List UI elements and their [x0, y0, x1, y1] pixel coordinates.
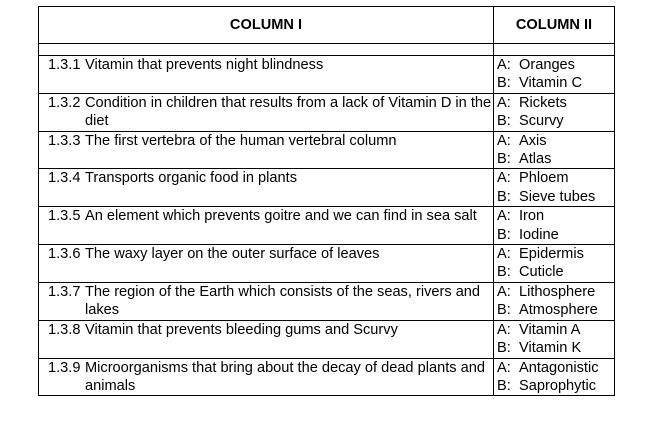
options-cell: [494, 282, 615, 320]
option-a-letter: A:: [497, 94, 511, 111]
question-row: [39, 245, 615, 283]
option-a: [497, 207, 614, 225]
question-row: [39, 358, 615, 396]
option-b-letter: B:: [497, 188, 511, 205]
option-a-text: Iron: [519, 208, 545, 225]
option-b: [497, 263, 614, 281]
question-number: 1.3.3: [48, 132, 81, 149]
option-b-letter: B:: [497, 377, 511, 394]
question-row: [39, 169, 615, 207]
option-b-text: Saprophytic: [519, 377, 597, 394]
option-b: [497, 74, 614, 92]
option-b: [497, 339, 614, 357]
options-cell: [494, 320, 615, 358]
question-row: [39, 131, 615, 169]
question-text: The region of the Earth which consists of the seas, rivers and lakes: [85, 283, 481, 319]
question-cell: [39, 93, 494, 131]
option-b-text: Sieve tubes: [519, 188, 596, 205]
option-a-text: Rickets: [519, 94, 567, 111]
option-b: [497, 377, 614, 395]
options-cell: [494, 245, 615, 283]
option-b-text: Scurvy: [519, 113, 564, 130]
option-a: [497, 56, 614, 74]
option-a: [497, 94, 614, 112]
question-text: An element which prevents goitre and we can find in sea salt: [85, 208, 477, 225]
question-row: [39, 93, 615, 131]
question-cell: [39, 169, 494, 207]
question-number: 1.3.2: [48, 94, 81, 111]
option-a-text: Phloem: [519, 170, 569, 187]
option-a-text: Epidermis: [519, 246, 584, 263]
option-a-letter: A:: [497, 170, 511, 187]
option-b-text: Cuticle: [519, 264, 564, 281]
option-b-letter: B:: [497, 75, 511, 92]
option-b-letter: B:: [497, 340, 511, 357]
option-a-letter: A:: [497, 321, 511, 338]
option-b-text: Iodine: [519, 226, 559, 243]
option-b: [497, 188, 614, 206]
question-row: [39, 56, 615, 94]
question-number: 1.3.4: [48, 170, 81, 187]
option-a-letter: A:: [497, 208, 511, 225]
option-b-letter: B:: [497, 226, 511, 243]
question-row: [39, 207, 615, 245]
options-cell: [494, 93, 615, 131]
option-a-text: Axis: [519, 132, 547, 149]
option-a-text: Vitamin A: [519, 321, 581, 338]
header-row: [39, 7, 615, 44]
question-number: 1.3.8: [48, 321, 81, 338]
question-cell: [39, 245, 494, 283]
options-cell: [494, 207, 615, 245]
options-cell: [494, 56, 615, 94]
option-a-letter: A:: [497, 57, 511, 73]
option-a-letter: A:: [497, 132, 511, 149]
options-cell: [494, 169, 615, 207]
option-b-text: Atmosphere: [519, 302, 598, 319]
option-a: [497, 245, 614, 263]
question-text: Vitamin that prevents bleeding gums and Scurvy: [85, 321, 398, 338]
question-cell: [39, 131, 494, 169]
question-cell: [39, 207, 494, 245]
option-b-text: Atlas: [519, 151, 552, 168]
question-cell: [39, 320, 494, 358]
option-a: [497, 169, 614, 187]
question-number: 1.3.5: [48, 208, 81, 225]
option-a-text: Antagonistic: [519, 359, 599, 376]
question-text: Microorganisms that bring about the decay of dead plants and animals: [85, 359, 485, 394]
option-a-letter: A:: [497, 359, 511, 376]
option-a-letter: A:: [497, 246, 511, 263]
question-cell: [39, 358, 494, 396]
question-number: 1.3.7: [48, 283, 81, 300]
options-cell: [494, 131, 615, 169]
option-b-text: Vitamin C: [519, 75, 582, 92]
question-number: 1.3.6: [48, 246, 81, 263]
option-b-letter: B:: [497, 151, 511, 168]
column-2-header: COLUMN II: [494, 7, 615, 44]
question-number: 1.3.1: [48, 57, 81, 73]
option-b: [497, 301, 614, 319]
question-row: [39, 282, 615, 320]
question-cell: [39, 282, 494, 320]
matching-table: [38, 6, 615, 396]
option-b-letter: B:: [497, 264, 511, 281]
question-text: Transports organic food in plants: [85, 170, 297, 187]
option-b-letter: B:: [497, 302, 511, 319]
question-text: Vitamin that prevents night blindness: [85, 57, 324, 73]
option-b: [497, 112, 614, 130]
spacer-row: [39, 44, 615, 56]
option-b-text: Vitamin K: [519, 340, 582, 357]
options-cell: [494, 358, 615, 396]
question-number: 1.3.9: [48, 359, 81, 376]
question-text: Condition in children that results from a lack of Vitamin D in the diet: [85, 94, 492, 130]
question-cell: [39, 56, 494, 94]
option-a: [497, 321, 614, 339]
option-b: [497, 150, 614, 168]
option-a: [497, 132, 614, 150]
option-a: [497, 283, 614, 301]
option-a-letter: A:: [497, 283, 511, 300]
question-row: [39, 320, 615, 358]
option-b: [497, 226, 614, 244]
option-a: [497, 359, 614, 377]
column-1-header: COLUMN I: [39, 7, 494, 44]
option-a-text: Lithosphere: [519, 283, 596, 300]
question-text: The first vertebra of the human vertebral column: [85, 132, 397, 149]
question-text: The waxy layer on the outer surface of leaves: [85, 246, 380, 263]
option-a-text: Oranges: [519, 57, 575, 73]
option-b-letter: B:: [497, 113, 511, 130]
